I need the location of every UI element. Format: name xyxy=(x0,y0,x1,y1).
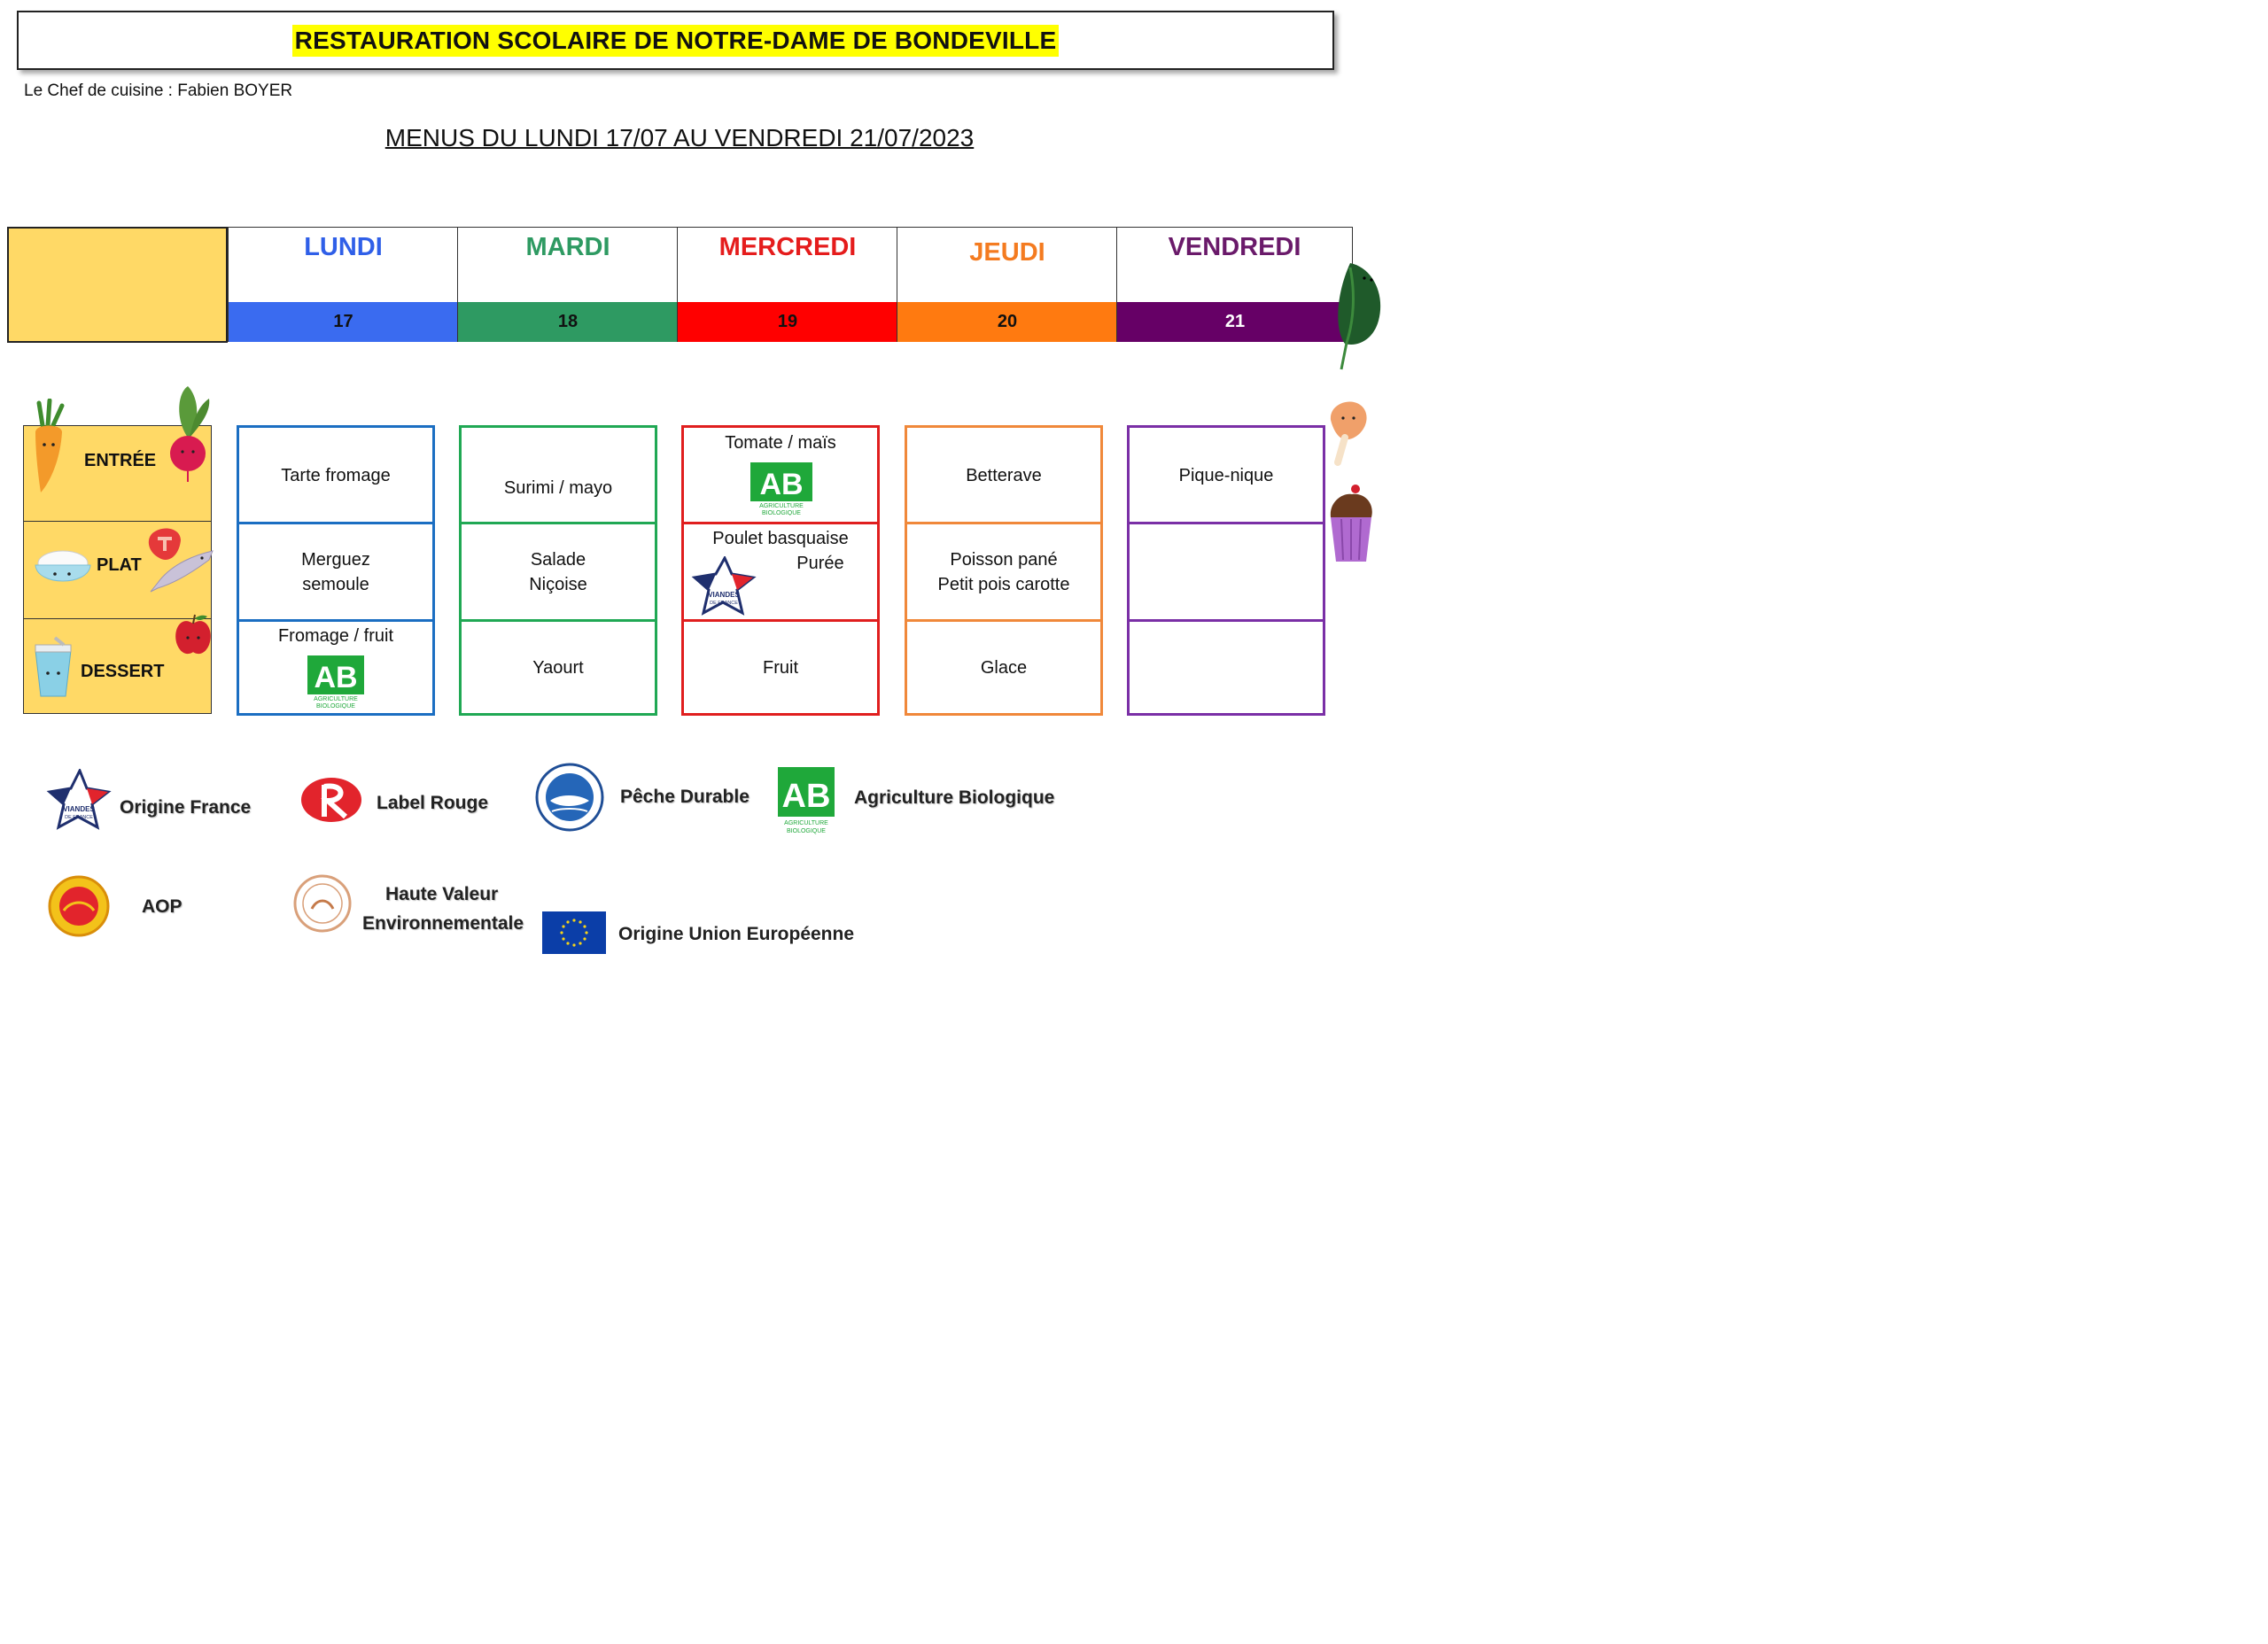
svg-text:DE FRANCE: DE FRANCE xyxy=(710,601,738,606)
day-header-mercredi: MERCREDI xyxy=(677,227,897,302)
agriculture-bio-icon xyxy=(777,766,835,835)
date-mardi: 18 xyxy=(457,302,678,342)
day-header-lundi: LUNDI xyxy=(228,227,458,302)
legend-aop: AOP xyxy=(142,896,183,917)
svg-text:AGRICULTURE: AGRICULTURE xyxy=(784,820,828,826)
date-vendredi: 21 xyxy=(1116,302,1353,342)
legend-peche-durable: Pêche Durable xyxy=(620,787,750,807)
legend-agriculture-bio: Agriculture Biologique xyxy=(854,787,1055,808)
date-lundi: 17 xyxy=(228,302,458,342)
menu-cell-mardi-entree: Surimi / mayo xyxy=(503,478,613,498)
page-title: RESTAURATION SCOLAIRE DE NOTRE-DAME DE BONDEVILLE xyxy=(292,25,1060,57)
meat-fish-icon xyxy=(145,524,218,595)
eu-flag-icon xyxy=(542,911,606,954)
svg-text:AGRICULTURE: AGRICULTURE xyxy=(314,696,358,702)
viandes-de-france-icon xyxy=(691,556,757,616)
day-header-jeudi: JEUDI xyxy=(897,227,1117,302)
menu-cell-mercredi-plat: Poulet basquaise Purée xyxy=(712,529,849,573)
menu-cell-mercredi-dessert: Fruit xyxy=(763,657,798,678)
svg-text:DE FRANCE: DE FRANCE xyxy=(65,815,93,820)
legend-label-rouge: Label Rouge xyxy=(377,793,489,813)
svg-text:BIOLOGIQUE: BIOLOGIQUE xyxy=(762,510,801,516)
menu-column-vendredi xyxy=(1127,425,1325,716)
course-label-entree: ENTRÉE xyxy=(84,451,157,470)
origine-france-icon xyxy=(46,769,112,831)
menu-cell-lundi-dessert: Fromage / fruit xyxy=(277,626,394,646)
date-mercredi: 19 xyxy=(677,302,897,342)
title-box xyxy=(17,11,1334,70)
svg-text:VIANDES: VIANDES xyxy=(708,591,740,599)
header-corner xyxy=(7,227,228,343)
menu-cell-vendredi-entree: Pique-nique xyxy=(1178,465,1274,485)
menu-cell-lundi-entree: Tarte fromage xyxy=(281,465,391,485)
menu-subtitle: MENUS DU LUNDI 17/07 AU VENDREDI 21/07/2023 xyxy=(384,124,975,151)
apple-icon xyxy=(172,613,214,657)
menu-column-jeudi xyxy=(905,425,1103,716)
menu-cell-jeudi-entree: Betterave xyxy=(966,465,1042,485)
course-label-dessert: DESSERT xyxy=(81,662,165,681)
carrot-icon xyxy=(30,399,69,496)
ab-logo-icon xyxy=(749,461,814,516)
legend-hve-line1: Haute Valeur xyxy=(385,884,499,904)
svg-text:AGRICULTURE: AGRICULTURE xyxy=(759,503,804,509)
ab-logo-icon xyxy=(306,654,366,709)
svg-text:AB: AB xyxy=(759,468,804,501)
menu-cell-jeudi-plat: Poisson pané Petit pois carotte xyxy=(937,549,1070,594)
menu-cell-vendredi-plat xyxy=(1130,524,1323,619)
menu-cell-mardi-dessert: Yaourt xyxy=(532,657,584,678)
chef-name: Le Chef de cuisine : Fabien BOYER xyxy=(24,81,293,100)
date-jeudi: 20 xyxy=(897,302,1117,342)
cupcake-icon xyxy=(1325,482,1377,565)
hve-icon xyxy=(292,873,353,934)
menu-cell-mardi-plat: Salade Niçoise xyxy=(529,549,587,594)
menu-cell-mercredi-entree: Tomate / maïs xyxy=(725,433,836,453)
menu-cell-jeudi-dessert: Glace xyxy=(980,657,1028,678)
label-rouge-icon xyxy=(298,774,365,826)
course-label-plat: PLAT xyxy=(97,555,142,575)
menu-cell-lundi-plat: Merguez semoule xyxy=(301,549,370,594)
rice-bowl-icon xyxy=(32,544,94,593)
legend-origine-ue: Origine Union Européenne xyxy=(618,924,855,944)
svg-text:AB: AB xyxy=(314,661,358,694)
svg-text:VIANDES: VIANDES xyxy=(63,805,95,813)
legend-origine-france: Origine France xyxy=(120,797,252,818)
legend-hve-line2: Environnementale xyxy=(362,913,524,934)
day-header-mardi: MARDI xyxy=(457,227,678,302)
aop-icon xyxy=(46,875,112,937)
chicken-leg-icon xyxy=(1324,395,1371,475)
svg-text:BIOLOGIQUE: BIOLOGIQUE xyxy=(787,828,826,834)
radish-icon xyxy=(167,384,213,484)
day-header-vendredi: VENDREDI xyxy=(1116,227,1353,302)
menu-column-mardi xyxy=(459,425,657,716)
spinach-leaf-icon xyxy=(1332,259,1384,374)
svg-text:AB: AB xyxy=(781,778,831,815)
svg-text:BIOLOGIQUE: BIOLOGIQUE xyxy=(316,703,355,709)
menu-cell-vendredi-dessert xyxy=(1130,622,1323,713)
yogurt-icon xyxy=(32,634,74,700)
peche-durable-icon xyxy=(534,762,605,833)
